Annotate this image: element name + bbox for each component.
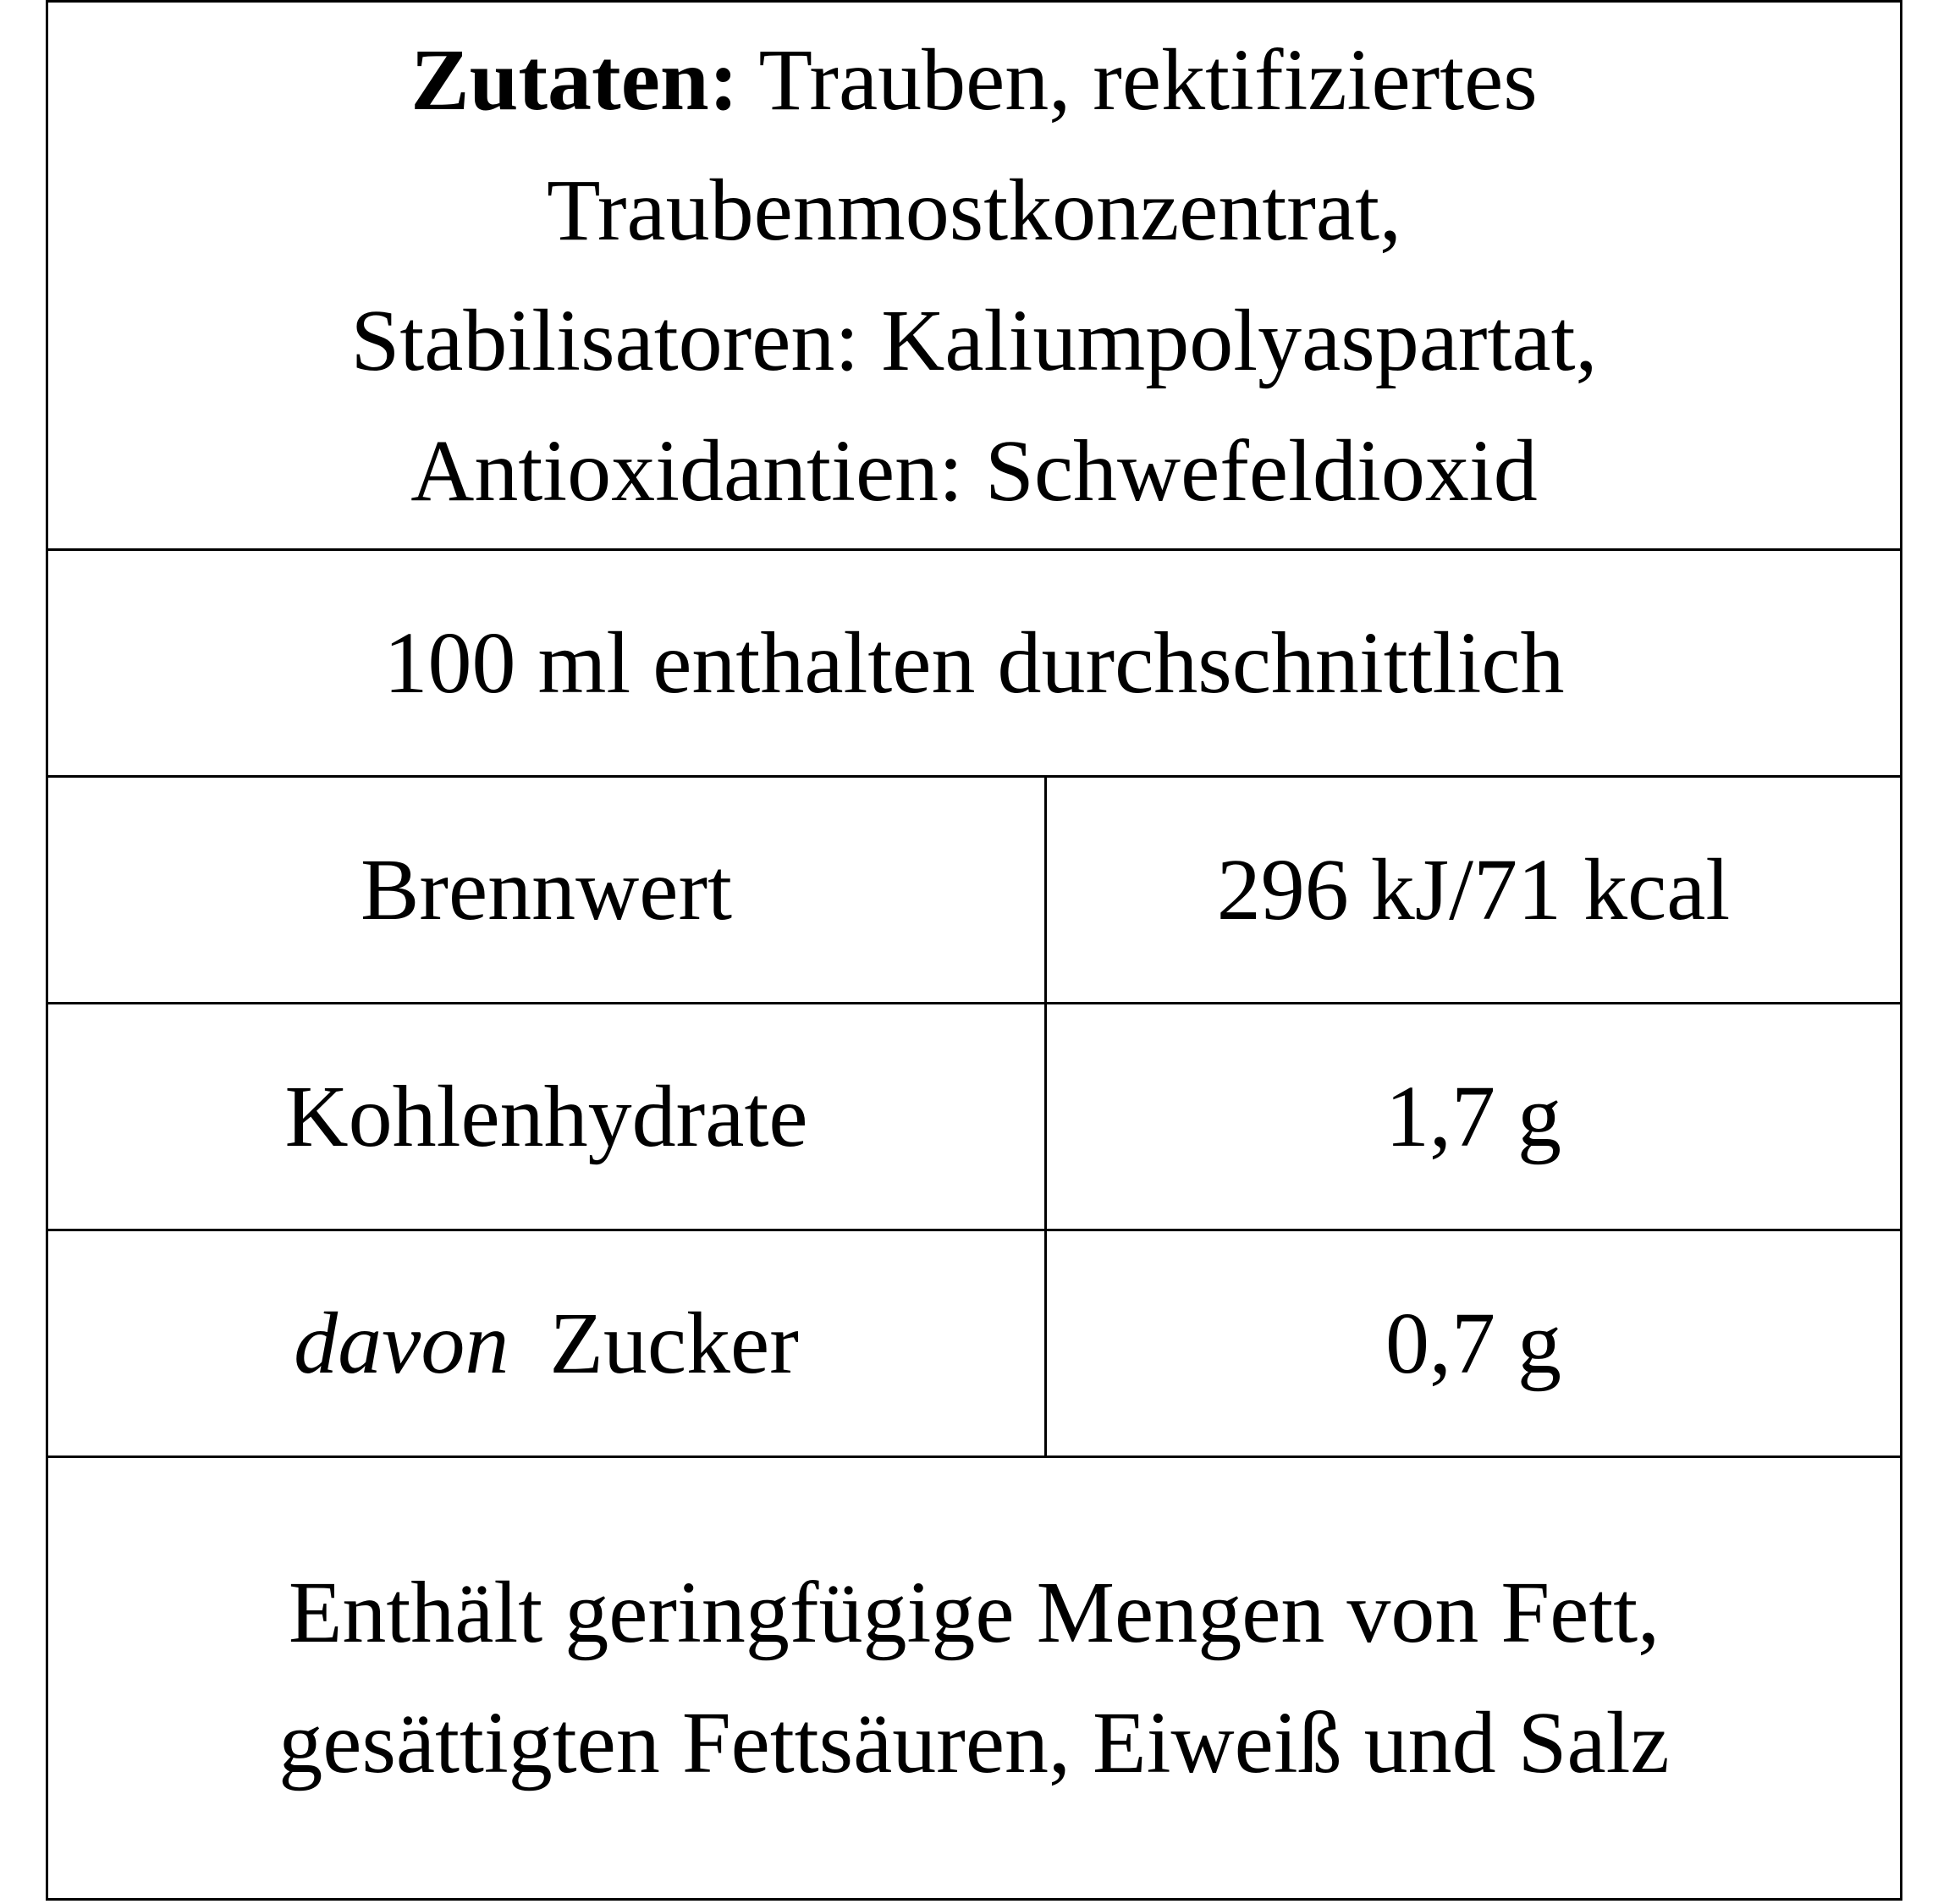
footnote-line-2: gesättigten Fettsäuren, Eiweiß und Salz — [278, 1694, 1670, 1791]
per-100ml-heading: 100 ml enthalten durchschnittlich — [48, 551, 1900, 778]
ingredients-section — [48, 3, 1900, 551]
ingredients-line-2: Traubenmostkonzentrat, — [547, 161, 1401, 259]
nutrition-name-sugar-cell — [48, 1231, 1047, 1456]
nutrition-name-sugar: Zucker — [549, 1295, 799, 1392]
ingredients-line-1 — [65, 15, 1883, 146]
nutrition-name-carbohydrates: Kohlenhydrate — [48, 1004, 1047, 1229]
ingredients-line-4: Antioxidantien: Schwefeldioxid — [410, 421, 1538, 520]
nutrition-row-energy — [48, 778, 1900, 1004]
footnote-line-1: Enthält geringfügige Mengen von Fett, — [288, 1564, 1660, 1661]
nutrition-value-sugar: 0,7 g — [1385, 1295, 1561, 1392]
ingredients-line-3: Stabilisatoren: Kaliumpolyaspartat, — [350, 291, 1598, 389]
ingredients-heading: Zutaten: — [410, 30, 739, 129]
ingredients-text — [65, 15, 1883, 537]
nutrition-value-carbohydrates: 1,7 g — [1385, 1068, 1561, 1165]
nutrition-value-energy: 296 kJ/71 kcal — [1216, 841, 1731, 938]
footnote-section — [48, 1458, 1900, 1898]
nutrition-name-energy: Brennwert — [48, 778, 1047, 1002]
nutrition-row-carbohydrates — [48, 1004, 1900, 1231]
nutrition-label-table — [46, 0, 1902, 1901]
nutrition-name-sugar-prefix: davon — [294, 1295, 509, 1392]
nutrition-row-sugar — [48, 1231, 1900, 1458]
ingredients-line-1-rest: Trauben, rektifiziertes — [738, 30, 1538, 129]
footnote-text — [278, 1548, 1669, 1808]
